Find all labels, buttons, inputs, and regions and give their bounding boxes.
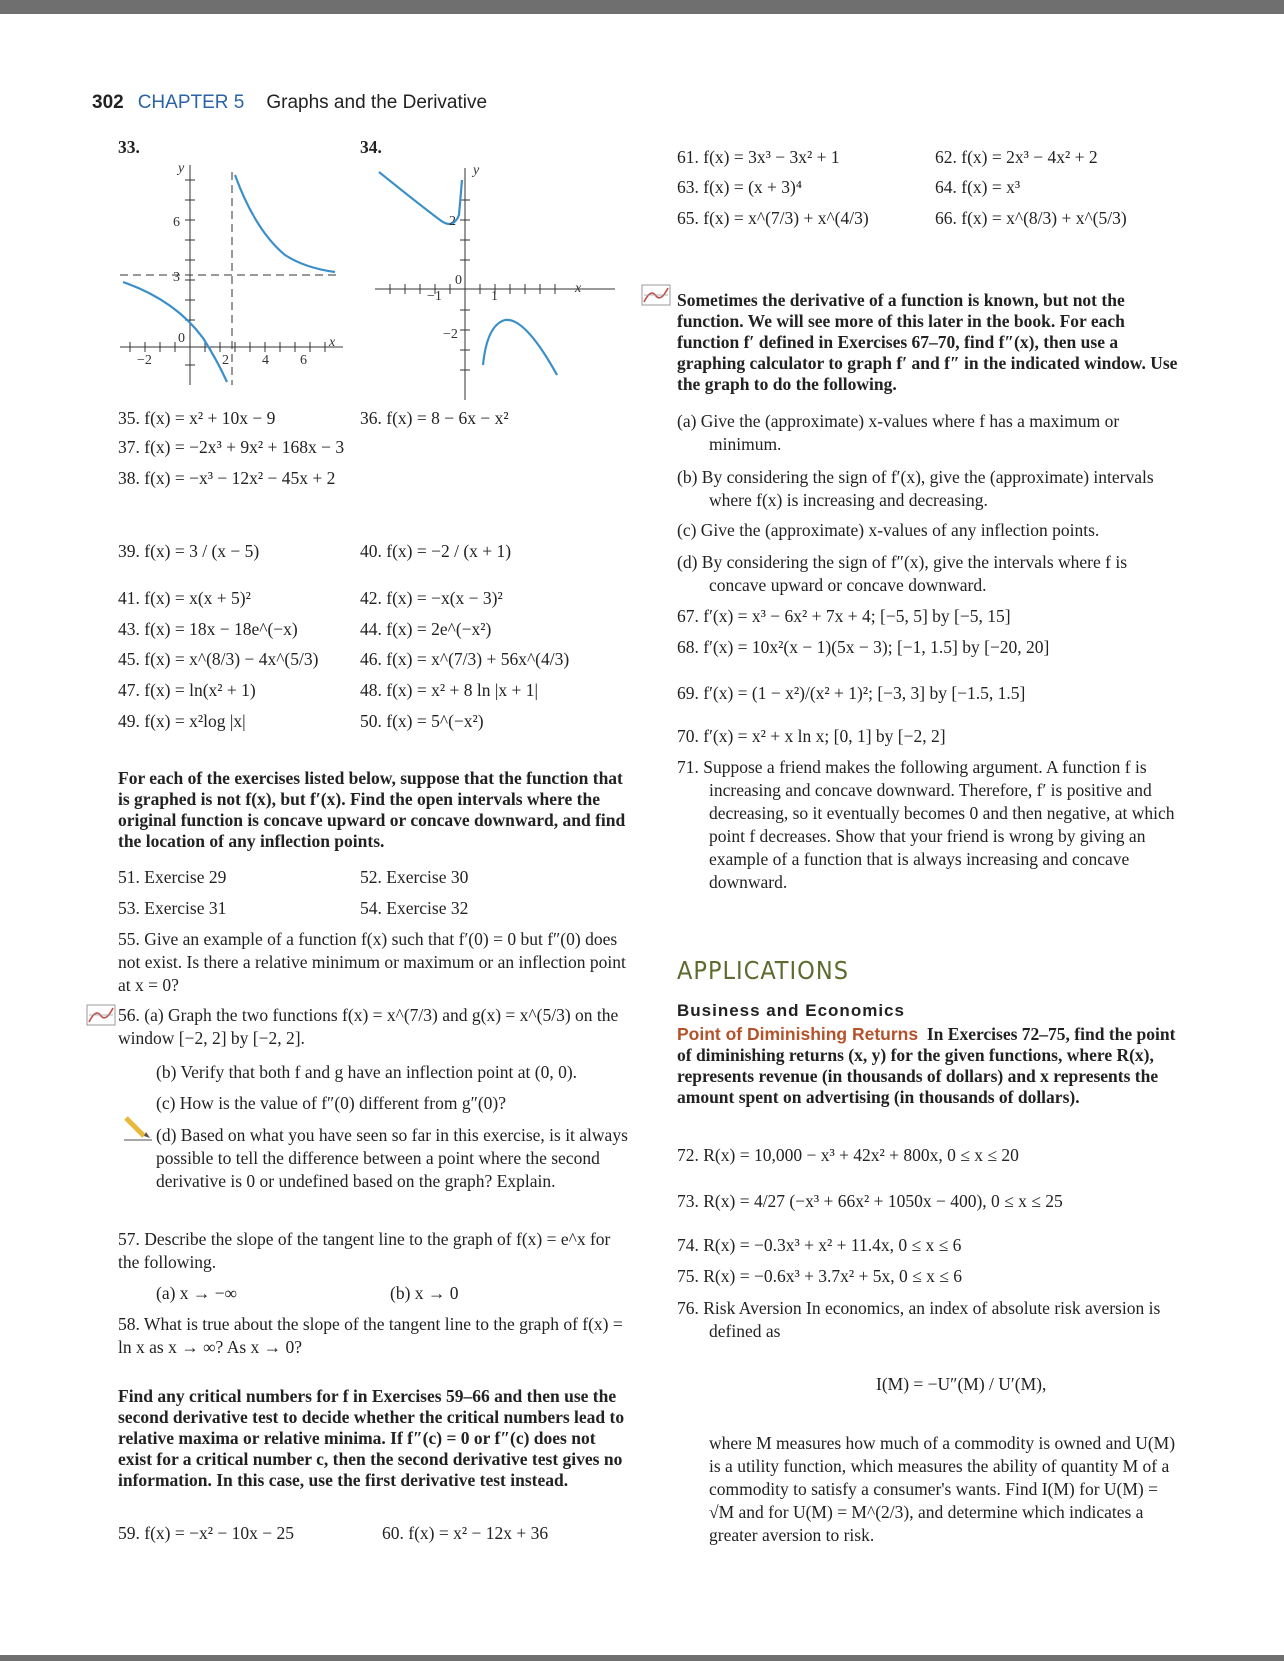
ex-68: 68. f′(x) = 10x²(x − 1)(5x − 3); [−1, 1.5] by [−20, 20] xyxy=(677,637,1050,657)
ex-54: 54. Exercise 32 xyxy=(360,898,469,918)
part-d: (d) By considering the sign of f″(x), give the intervals where f is concave upward or concave downward. xyxy=(677,552,1128,595)
ex-52: 52. Exercise 30 xyxy=(360,867,469,887)
svg-text:−1: −1 xyxy=(427,289,442,304)
ex-41: 41. f(x) = x(x + 5)² xyxy=(118,588,251,608)
ex-51: 51. Exercise 29 xyxy=(118,867,227,887)
ex-35: 35. f(x) = x² + 10x − 9 xyxy=(118,408,276,428)
part-b: (b) By considering the sign of f′(x), give the (approximate) intervals where f(x) is increasing and decreasing. xyxy=(677,467,1154,510)
svg-text:y: y xyxy=(178,161,185,176)
svg-text:−2: −2 xyxy=(443,327,458,342)
instructions-derivative-known: Sometimes the derivative of a function is known, but not the function. We will see more of this later in the book. For each function f′ defined in Exercises 67–70, find f″(x), then use a graphing calculator to graph f′ and f″ in the indicated window. Use the graph to do the following. xyxy=(677,290,1178,394)
ex-71: 71. Suppose a friend makes the following argument. A function f is increasing and concave downward. Therefore, f′ is positive and decreasing, so it eventually becomes 0 and then negative, at which point f decreases. Show that your friend is wrong by giving an example of a function that is always increasing and concave downward. xyxy=(677,757,1175,892)
ex-47: 47. f(x) = ln(x² + 1) xyxy=(118,680,256,700)
part-a: (a) Give the (approximate) x-values where f has a maximum or minimum. xyxy=(677,411,1120,454)
graph-33 xyxy=(115,160,350,390)
pencil-icon xyxy=(122,1114,154,1142)
point-of-diminishing-returns xyxy=(677,1024,1183,1108)
ex-37: 37. f(x) = −2x³ + 9x² + 168x − 3 xyxy=(118,437,345,457)
ex-45: 45. f(x) = x^(8/3) − 4x^(5/3) xyxy=(118,649,319,669)
svg-text:2: 2 xyxy=(222,353,229,368)
ex-43: 43. f(x) = 18x − 18e^(−x) xyxy=(118,619,298,639)
ex-75: 75. R(x) = −0.6x³ + 3.7x² + 5x, 0 ≤ x ≤ 6 xyxy=(677,1266,963,1286)
ex-76: 76. Risk Aversion In economics, an index of absolute risk aversion is defined as xyxy=(677,1298,1161,1341)
applications-heading: APPLICATIONS xyxy=(677,956,849,985)
ex-39: 39. f(x) = 3 / (x − 5) xyxy=(118,541,260,561)
ex-67: 67. f′(x) = x³ − 6x² + 7x + 4; [−5, 5] by [−5, 15] xyxy=(677,606,1011,626)
ex-76-continued: where M measures how much of a commodity is owned and U(M) is a utility function, which measures the ability of quantity M of a commodity to satisfy a consumer's wants. Find I(M) for U(M) = √M and for U(M) = M^(2/3), and determine which indicates a greater aversion to risk. xyxy=(709,1433,1176,1545)
page-number: 302 xyxy=(92,92,124,113)
bottom-bar xyxy=(0,1655,1284,1661)
ex-61: 61. f(x) = 3x³ − 3x² + 1 xyxy=(677,147,840,167)
ex-57: 57. Describe the slope of the tangent line to the graph of f(x) = e^x for the following. xyxy=(118,1229,611,1272)
ex-50: 50. f(x) = 5^(−x²) xyxy=(360,711,484,731)
ex-36: 36. f(x) = 8 − 6x − x² xyxy=(360,408,509,428)
svg-text:−2: −2 xyxy=(137,353,152,368)
chapter-label: CHAPTER 5 xyxy=(137,92,245,113)
ex-53: 53. Exercise 31 xyxy=(118,898,227,918)
ex-49: 49. f(x) = x²log |x| xyxy=(118,711,246,731)
svg-text:x: x xyxy=(575,281,582,296)
ex-57b: (b) x → 0 xyxy=(390,1283,459,1303)
top-bar xyxy=(0,0,1284,14)
pdr-title: Point of Diminishing Returns xyxy=(677,1024,919,1044)
svg-text:4: 4 xyxy=(262,353,269,368)
ex-55: 55. Give an example of a function f(x) such that f′(0) = 0 but f″(0) does not exist. Is there a relative minimum or maximum or an inflection point at x = 0? xyxy=(118,929,626,995)
ex-73: 73. R(x) = 4/27 (−x³ + 66x² + 1050x − 400), 0 ≤ x ≤ 25 xyxy=(677,1191,1063,1211)
svg-text:6: 6 xyxy=(173,215,180,230)
ex-57a: (a) x → −∞ xyxy=(156,1283,238,1303)
svg-text:0: 0 xyxy=(178,331,185,346)
svg-text:3: 3 xyxy=(173,270,180,285)
ex-66: 66. f(x) = x^(8/3) + x^(5/3) xyxy=(935,208,1127,228)
svg-text:0: 0 xyxy=(455,273,462,288)
svg-text:1: 1 xyxy=(491,289,498,304)
svg-text:6: 6 xyxy=(300,353,307,368)
curve-right xyxy=(235,175,335,272)
graph-34-label: 34. xyxy=(360,137,382,157)
ex-56c: (c) How is the value of f″(0) different from g″(0)? xyxy=(156,1093,507,1113)
ex-65: 65. f(x) = x^(7/3) + x^(4/3) xyxy=(677,208,869,228)
instructions-concavity: For each of the exercises listed below, suppose that the function that is graphed is not f(x), but f′(x). Find the open intervals where the original function is concave upward or concave downward, and find the location of any inflection points. xyxy=(118,768,626,851)
instructions-second-derivative: Find any critical numbers for f in Exercises 59–66 and then use the second derivative test to decide whether the critical numbers lead to relative maxima or relative minima. If f″(c) = 0 or f″(c) does not exist for a critical number c, then the second derivative test gives no information. In this case, use the first derivative test instead. xyxy=(118,1386,625,1490)
ex-60: 60. f(x) = x² − 12x + 36 xyxy=(382,1523,549,1543)
ex-40: 40. f(x) = −2 / (x + 1) xyxy=(360,541,512,561)
pdr-text: In Exercises 72–75, find the point of diminishing returns (x, y) for the given functions, where R(x), represents revenue (in thousands of dollars) and x represents the amount spent on advertising (in thousands of dollars). xyxy=(677,1024,1176,1107)
chapter-title: Graphs and the Derivative xyxy=(266,92,488,113)
svg-text:2: 2 xyxy=(449,214,456,229)
part-c: (c) Give the (approximate) x-values of any inflection points. xyxy=(677,520,1100,540)
ex-69: 69. f′(x) = (1 − x²)/(x² + 1)²; [−3, 3] by [−1.5, 1.5] xyxy=(677,683,1026,703)
ex-56a: 56. (a) Graph the two functions f(x) = x^(7/3) and g(x) = x^(5/3) on the window [−2, 2] by [−2, 2]. xyxy=(118,1005,619,1048)
ex-63: 63. f(x) = (x + 3)⁴ xyxy=(677,177,802,197)
ex-74: 74. R(x) = −0.3x³ + x² + 11.4x, 0 ≤ x ≤ 6 xyxy=(677,1235,962,1255)
graphing-calculator-icon xyxy=(641,284,671,306)
ex-72: 72. R(x) = 10,000 − x³ + 42x² + 800x, 0 ≤ x ≤ 20 xyxy=(677,1145,1019,1165)
svg-text:y: y xyxy=(473,163,480,178)
ex-64: 64. f(x) = x³ xyxy=(935,177,1021,197)
graphing-calculator-icon xyxy=(86,1004,116,1026)
ex-38: 38. f(x) = −x³ − 12x² − 45x + 2 xyxy=(118,468,336,488)
ex-56d: (d) Based on what you have seen so far in this exercise, is it always possible to tell the difference between a point where the second derivative is 0 or undefined based on the graph? Explain. xyxy=(156,1125,628,1191)
ex-58: 58. What is true about the slope of the tangent line to the graph of f(x) = ln x as x → ∞? As x → 0? xyxy=(118,1314,623,1357)
ex-59: 59. f(x) = −x² − 10x − 25 xyxy=(118,1523,294,1543)
ex-42: 42. f(x) = −x(x − 3)² xyxy=(360,588,503,608)
ex-62: 62. f(x) = 2x³ − 4x² + 2 xyxy=(935,147,1098,167)
business-economics-heading: Business and Economics xyxy=(677,1001,905,1020)
ex-70: 70. f′(x) = x² + x ln x; [0, 1] by [−2, 2] xyxy=(677,726,946,746)
ex-48: 48. f(x) = x² + 8 ln |x + 1| xyxy=(360,680,538,700)
ex-46: 46. f(x) = x^(7/3) + 56x^(4/3) xyxy=(360,649,570,669)
graph-33-label: 33. xyxy=(118,137,140,157)
svg-text:x: x xyxy=(329,335,336,350)
ex-56b: (b) Verify that both f and g have an inflection point at (0, 0). xyxy=(156,1062,578,1082)
risk-aversion-formula: I(M) = −U″(M) / U′(M), xyxy=(876,1374,1047,1394)
page-header xyxy=(92,92,487,114)
graph-34 xyxy=(375,160,625,400)
curve-lower xyxy=(483,320,557,375)
ex-44: 44. f(x) = 2e^(−x²) xyxy=(360,619,492,639)
